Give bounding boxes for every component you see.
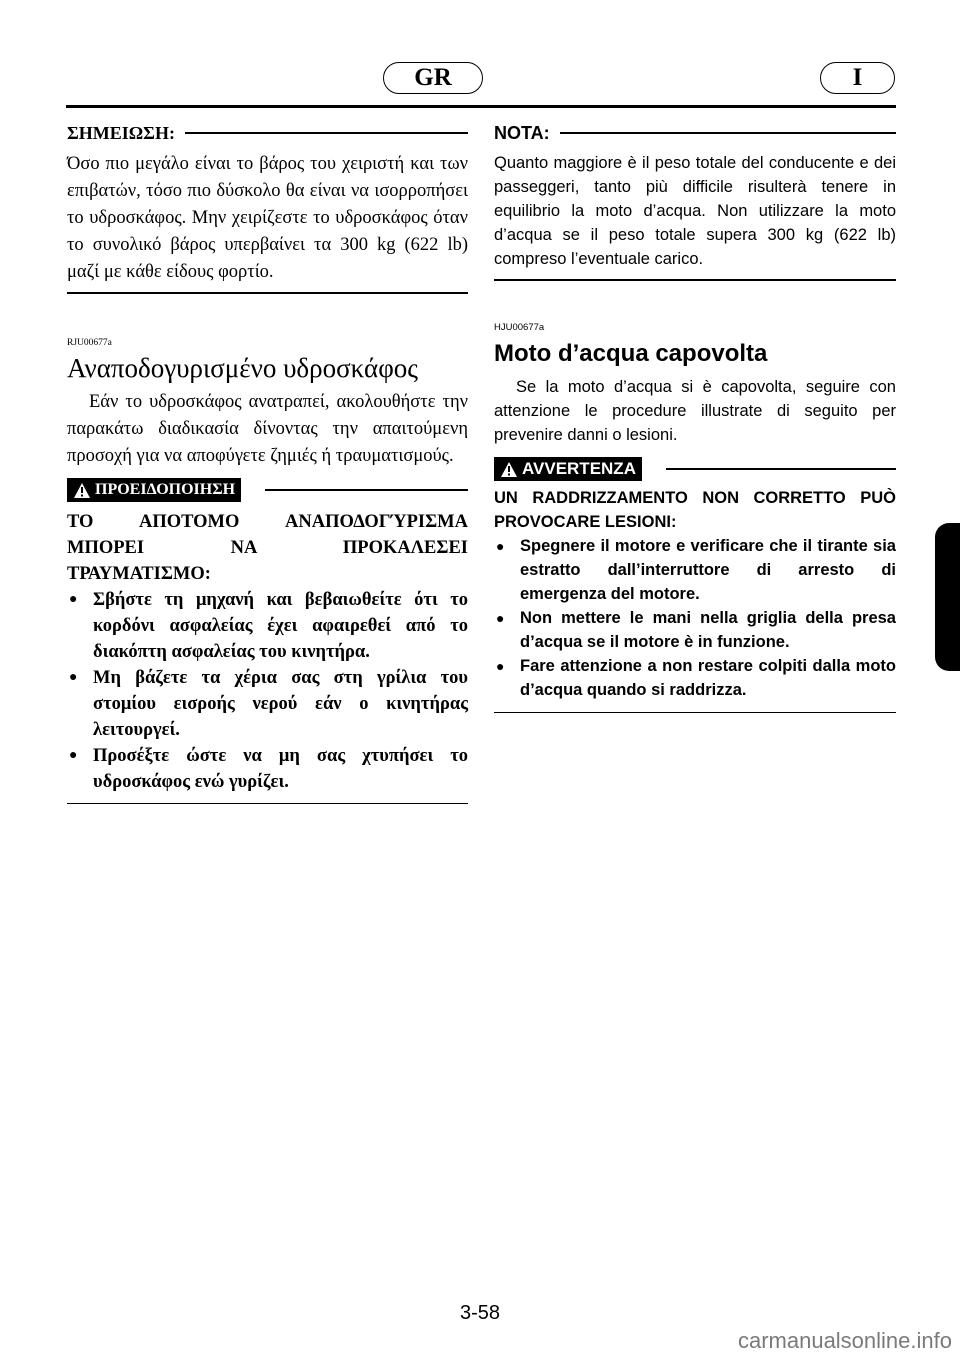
chapter-thumb-tab — [935, 523, 960, 671]
greek-note-end-rule — [67, 292, 468, 294]
greek-warning-badge — [67, 478, 241, 502]
bullet-icon: ● — [496, 537, 505, 554]
greek-note-heading — [67, 118, 468, 148]
italian-warning-badge — [494, 457, 642, 481]
italian-note-label: NOTA: — [494, 122, 550, 143]
greek-warning-line-1: ΤΟ ΑΠΟΤΟΜΟ ΑΝΑΠΟΔΟΓΎΡΙΣΜΑ — [67, 511, 468, 532]
italian-note-heading — [494, 118, 896, 148]
italian-warning-body — [494, 486, 896, 702]
greek-note-text: Όσο πιο μεγάλο είναι το βάρος του χειριστή και των επιβατών, τόσο πιο δύσκολο θα είναι να ισορροπήσει το υδροσκάφος. Μην χειρίζεστε το υδροσκάφος όταν το συνολικό βάρος υπερβαίνει τα 300 kg (622 lb) μαζί με κάθε είδους φορτίο. — [67, 154, 468, 282]
bullet-icon: ● — [496, 657, 505, 674]
greek-section-code: RJU00677a — [67, 337, 112, 348]
warning-triangle-icon — [500, 461, 518, 478]
italian-section-code: HJU00677a — [494, 321, 545, 333]
bullet-icon: ● — [69, 669, 78, 685]
italian-warning-label: AVVERTENZA — [522, 459, 636, 478]
greek-column — [67, 118, 468, 804]
greek-warning-line-3: ΤΡΑΥΜΑΤΙΣΜΟ: — [67, 563, 211, 584]
language-tag-greek: GR — [383, 62, 483, 94]
greek-note-rule — [185, 132, 468, 134]
bullet-icon: ● — [496, 609, 505, 626]
bullet-icon: ● — [69, 747, 78, 763]
italian-warning-list — [494, 534, 896, 702]
italian-note-rule — [560, 132, 896, 134]
header-rule — [66, 105, 896, 108]
language-tag-italian: I — [820, 62, 895, 94]
warning-triangle-icon — [73, 482, 91, 499]
italian-warning-end-rule — [494, 712, 896, 714]
italian-section-title: Moto d’acqua capovolta — [494, 339, 768, 367]
greek-warning-list — [67, 587, 468, 795]
list-item: ● Σβήστε τη μηχανή και βεβαιωθείτε ότι το κορδόνι ασφαλείας έχει αφαιρεθεί από το διακόπτη ασφαλείας του κινητήρα. — [67, 587, 468, 665]
list-item: ● Non mettere le mani nella griglia della presa d’acqua se il motore è in funzione. — [494, 606, 896, 654]
list-item: ● Μη βάζετε τα χέρια σας στη γρίλια του στομίου εισροής νερού εάν ο κινητήρας λειτουργεί. — [67, 665, 468, 743]
greek-note-label: ΣΗΜΕΙΩΣΗ: — [67, 122, 175, 143]
greek-warning-end-rule — [67, 803, 468, 805]
page-number: 3-58 — [459, 1302, 501, 1324]
list-item: ● Spegnere il motore e verificare che il tirante sia estratto dall’interruttore di arresto di emergenza del motore. — [494, 534, 896, 606]
bullet-icon: ● — [69, 591, 78, 607]
italian-note-text: Quanto maggiore è il peso totale del conducente e dei passeggeri, tanto più difficile risulterà tenere in equilibrio la moto d’acqua. Non utilizzare la moto d’acqua se il peso totale supera 300 kg (622 lb) compreso l’eventuale carico. — [494, 154, 896, 268]
greek-warning-label: ΠΡΟΕΙΔΟΠΟΙΗΣΗ — [95, 481, 236, 498]
watermark: carmanualsonline.info — [737, 1328, 952, 1353]
italian-warning-heading — [494, 457, 896, 482]
italian-warning-intro: UN RADDRIZZAMENTO NON CORRETTO PUÒ PROVOCARE LESIONI: — [494, 488, 896, 531]
italian-warning-rule — [666, 468, 896, 470]
greek-warning-heading — [67, 478, 468, 503]
list-item: ● Προσέξτε ώστε να μη σας χτυπήσει το υδροσκάφος ενώ γυρίζει. — [67, 743, 468, 795]
greek-warning-line-2: ΜΠΟΡΕΙ ΝΑ ΠΡΟΚΑΛΕΣΕΙ — [67, 537, 468, 558]
greek-warning-rule — [265, 489, 468, 491]
italian-note-end-rule — [494, 279, 896, 281]
greek-section-title: Αναποδογυρισμένο υδροσκάφος — [67, 352, 418, 383]
greek-intro-text: Εάν το υδροσκάφος ανατραπεί, ακολουθήστε την παρακάτω διαδικασία δίνοντας την απαιτούμενη προσοχή για να αποφύγετε ζημιές ή τραυματισμούς. — [67, 391, 468, 466]
list-item: ● Fare attenzione a non restare colpiti dalla moto d’acqua quando si raddrizza. — [494, 654, 896, 702]
italian-column — [494, 118, 896, 713]
italian-intro-text: Se la moto d’acqua si è capovolta, seguire con attenzione le procedure illustrate di seguito per prevenire danni o lesioni. — [494, 377, 896, 444]
greek-warning-body — [67, 509, 468, 795]
